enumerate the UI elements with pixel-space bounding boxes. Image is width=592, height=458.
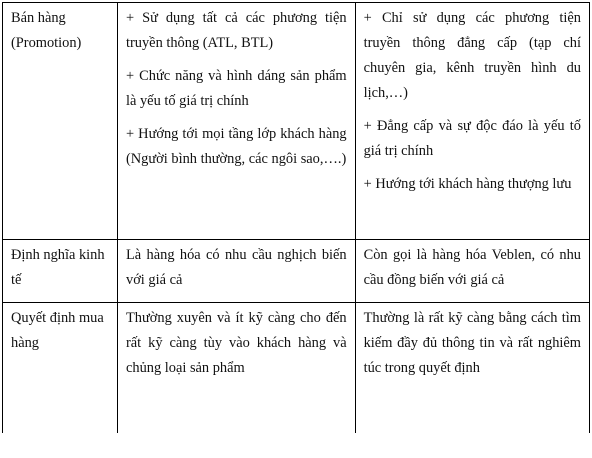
row-label-cell [3,303,118,434]
cell-paragraph: + Hướng tới khách hàng thượng lưu [363,176,572,192]
luxury-cell [355,303,589,434]
row-label: Định nghĩa kinh tế [11,247,105,288]
mass-market-cell [118,240,356,303]
row-label: Quyết định mua hàng [11,310,104,351]
table-row-economic-definition [3,240,590,303]
cell-text: Thường là rất kỹ càng bằng cách tìm kiếm đầy đủ thông tin và rất nghiêm túc trong quyết định [363,310,581,376]
cell-paragraph: + Đẳng cấp và sự độc đáo là yếu tố giá trị chính [363,118,581,159]
cell-text: Còn gọi là hàng hóa Veblen, có nhu cầu đồng biến với giá cả [363,247,581,288]
row-label-cell [3,240,118,303]
cell-paragraph: + Chức năng và hình dáng sản phẩm là yếu tố giá trị chính [126,68,347,109]
mass-market-cell [118,303,356,434]
cell-text: Thường xuyên và ít kỹ càng cho đến rất kỹ càng tùy vào khách hàng và chủng loại sản phẩm [126,310,347,376]
cell-paragraph: + Sử dụng tất cả các phương tiện truyền thông (ATL, BTL) [126,10,347,51]
row-label-cell [3,3,118,240]
cell-paragraph: + Hướng tới mọi tầng lớp khách hàng (Người bình thường, các ngôi sao,….) [126,126,347,167]
table-row-purchase-decision [3,303,590,434]
luxury-cell [355,3,589,240]
comparison-table [2,2,590,433]
cell-paragraph: + Chỉ sử dụng các phương tiện truyền thông đẳng cấp (tạp chí chuyên gia, kênh truyền hình du lịch,…) [363,10,581,101]
table-row-promotion [3,3,590,240]
mass-market-cell [118,3,356,240]
row-label: Bán hàng (Promotion) [11,10,82,51]
cell-text: Là hàng hóa có nhu cầu nghịch biến với giá cả [126,247,347,288]
luxury-cell [355,240,589,303]
